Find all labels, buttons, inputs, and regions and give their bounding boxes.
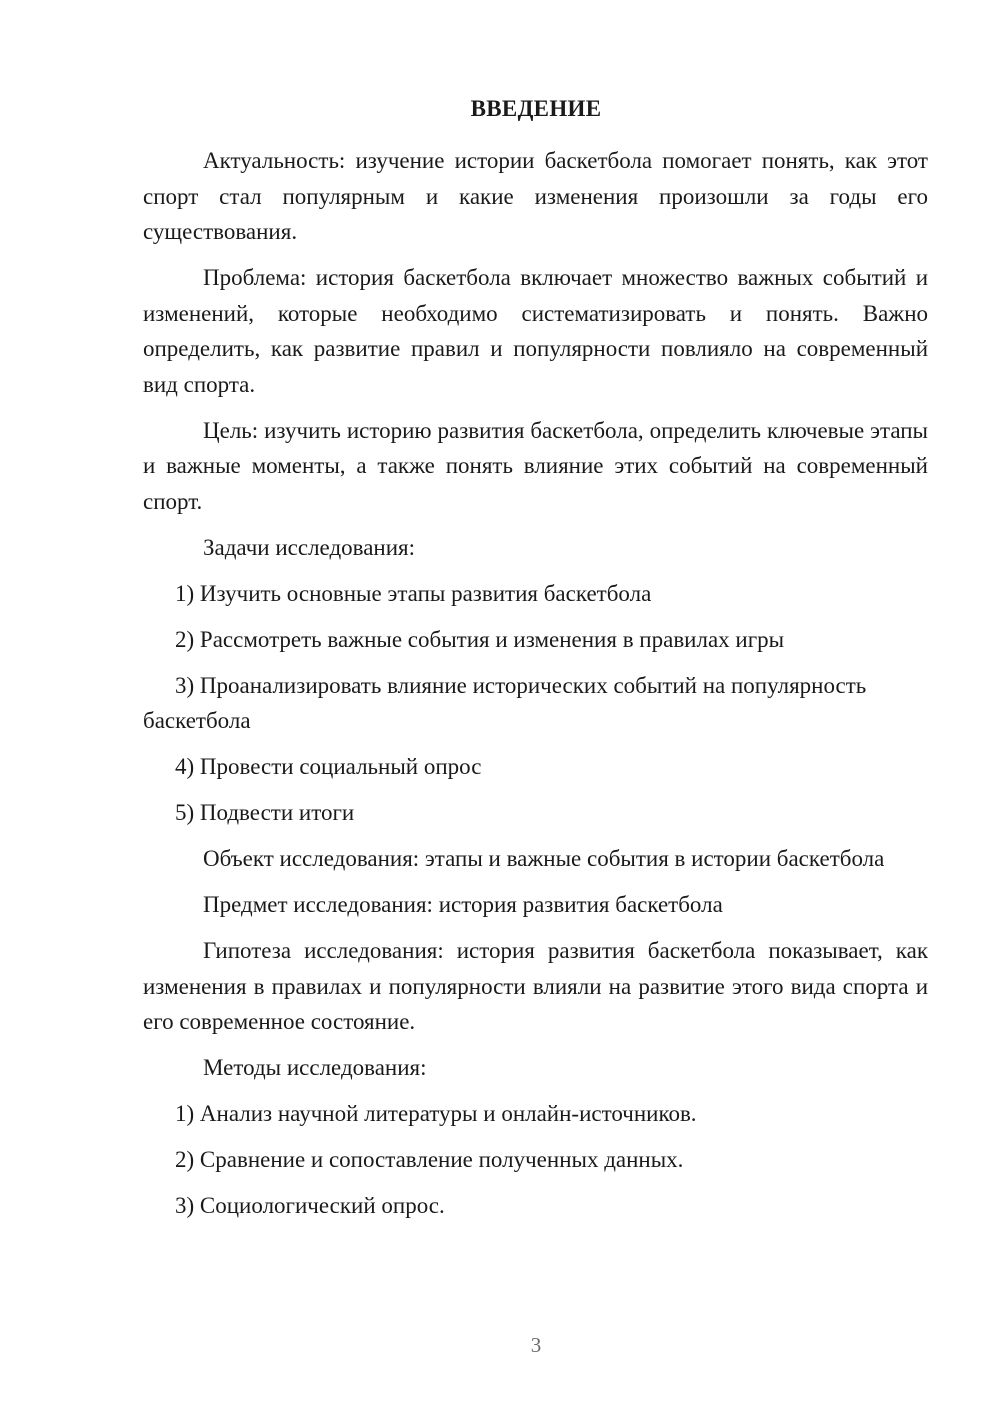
tasks-heading: Задачи исследования: xyxy=(203,534,416,560)
method-item: 1) Анализ научной литературы и онлайн-источников. xyxy=(175,1101,697,1126)
hypothesis-paragraph: Гипотеза исследования: история развития баскетбола показывает, как изменения в правилах и популярности влияли на развитие этого вида спорта и его современное состояние. xyxy=(143,938,928,1034)
task-item: 1) Изучить основные этапы развития баскетбола xyxy=(175,580,652,606)
methods-heading: Методы исследования: xyxy=(203,1055,427,1080)
subject-paragraph: Предмет исследования: история развития баскетбола xyxy=(203,892,723,917)
task-item: 4) Провести социальный опрос xyxy=(175,754,482,779)
method-item: 3) Социологический опрос. xyxy=(175,1193,445,1218)
section-title: ВВЕДЕНИЕ xyxy=(470,96,602,121)
task-item: 3) Проанализировать влияние исторических событий на популярность баскетбола xyxy=(143,672,867,733)
object-paragraph: Объект исследования: этапы и важные события в истории баскетбола xyxy=(203,846,885,871)
goal-paragraph: Цель: изучить историю развития баскетбола, определить ключевые этапы и важные моменты, а также понять влияние этих событий на современный спорт. xyxy=(143,417,928,514)
problem-paragraph: Проблема: история баскетбола включает множество важных событий и изменений, которые необходимо систематизировать и понять. Важно определить, как развитие правил и популярности повлияло на современный вид спорта. xyxy=(143,265,928,397)
relevance-paragraph: Актуальность: изучение истории баскетбола помогает понять, как этот спорт стал популярным и какие изменения произошли за годы его существования. xyxy=(143,148,928,244)
document-body xyxy=(143,143,928,1234)
task-item: 5) Подвести итоги xyxy=(175,800,355,825)
task-item: 2) Рассмотреть важные события и изменения в правилах игры xyxy=(175,626,785,652)
method-item: 2) Сравнение и сопоставление полученных данных. xyxy=(175,1147,684,1172)
page-number: 3 xyxy=(530,1333,542,1357)
